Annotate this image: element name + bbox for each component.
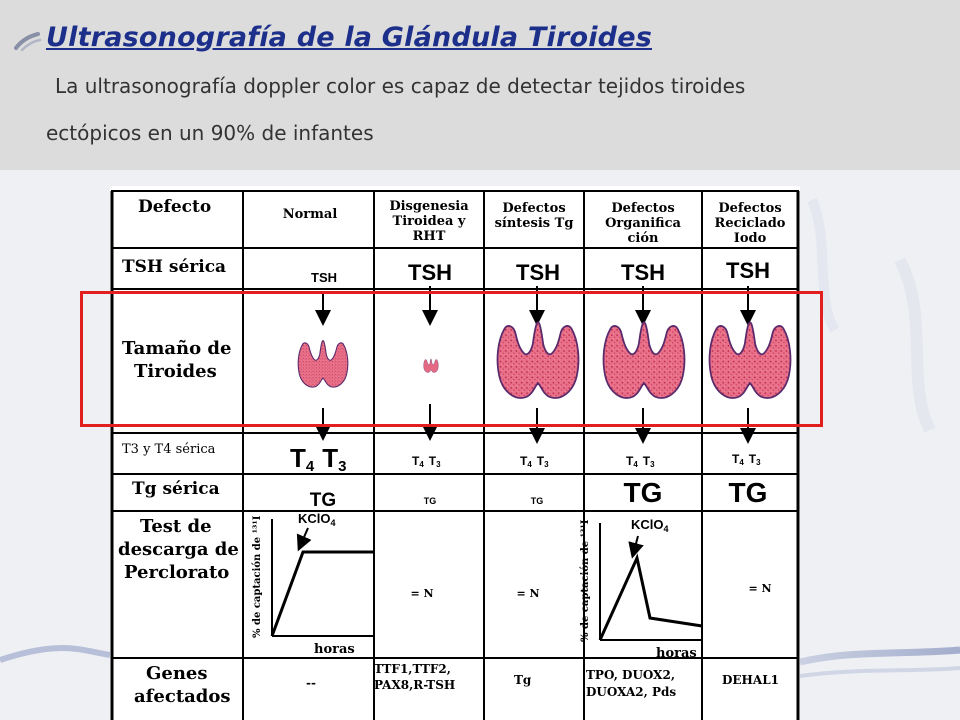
col-header-organificacion-1: Defectos: [611, 201, 675, 216]
row-header-tamano-1: Tamaño de: [122, 338, 232, 359]
col-header-reciclado-1: Defectos: [718, 201, 782, 216]
col-header-disgenesia-1: Disgenesia: [389, 199, 469, 214]
t4t3-normal: [290, 443, 346, 475]
svg-text:T4T3: T4 T3: [626, 454, 655, 469]
slide-text-line-1: La ultrasonografía doppler color es capaz de detectar tejidos tiroides: [55, 74, 746, 98]
row-header-test-3: Perclorato: [124, 562, 230, 583]
col-header-sintesis-2: síntesis Tg: [494, 216, 574, 231]
row-header-tg: Tg sérica: [132, 479, 220, 499]
col-header-organificacion-2: Organifica: [605, 216, 681, 231]
row-header-defecto: Defecto: [138, 197, 212, 217]
tg-disgenesia: TG: [423, 496, 437, 506]
kclo4-normal: KClO$_4$: [298, 511, 336, 528]
svg-text:T4T3: T4 T3: [412, 454, 441, 469]
perchlorate-reciclado: = N: [748, 582, 772, 595]
graph-xlabel-organificacion: horas: [656, 646, 697, 661]
slide-title: Ultrasonografía de la Glándula Tiroides: [46, 22, 652, 53]
row-header-tamano-2: Tiroides: [134, 361, 217, 382]
tg-organificacion: TG: [623, 477, 663, 508]
genes-organificacion-1: TPO, DUOX2,: [586, 668, 676, 682]
row-header-genes-1: Genes: [146, 663, 208, 684]
genes-organificacion-2: DUOXA2, Pds: [586, 685, 677, 699]
kclo4-organificacion: KClO$_4$: [631, 517, 669, 534]
perchlorate-graph-normal: [252, 511, 374, 657]
row-header-test-1: Test de: [140, 516, 212, 537]
bullet-swoosh-icon: [12, 30, 42, 52]
tsh-organificacion: TSH: [621, 260, 665, 285]
genes-sintesis: Tg: [514, 673, 532, 687]
perchlorate-disgenesia: = N: [410, 587, 434, 600]
perchlorate-sintesis: = N: [516, 587, 540, 600]
svg-text:T4T3: T4 T3: [732, 452, 761, 467]
col-header-disgenesia-2: Tiroidea y: [392, 214, 466, 229]
highlight-frame: [80, 291, 823, 427]
tsh-disgenesia: TSH: [408, 260, 452, 285]
genes-disgenesia-1: TTF1,TTF2,: [374, 662, 451, 676]
row-header-t3t4: T3 y T4 sérica: [122, 442, 216, 457]
col-header-disgenesia-3: RHT: [412, 229, 446, 244]
row-header-tsh: TSH sérica: [122, 257, 227, 277]
genes-normal: --: [306, 676, 316, 690]
col-header-sintesis-1: Defectos: [502, 201, 566, 216]
t4t3-organificacion: [626, 454, 655, 469]
col-header-organificacion-3: ción: [627, 231, 659, 246]
t4t3-sintesis: [520, 454, 549, 469]
slide-text-line-2: ectópicos en un 90% de infantes: [46, 121, 374, 145]
tsh-reciclado: TSH: [726, 258, 770, 283]
graph-ylabel-organificacion: % de captación de ¹³¹I: [580, 519, 591, 642]
t4t3-reciclado: [732, 452, 761, 467]
svg-text:T4T3: T4 T3: [520, 454, 549, 469]
genes-reciclado: DEHAL1: [722, 673, 779, 687]
col-header-reciclado-3: Iodo: [733, 231, 767, 246]
tg-reciclado: TG: [728, 477, 768, 508]
tg-sintesis: TG: [530, 496, 544, 506]
t4t3-disgenesia: [412, 454, 441, 469]
col-header-reciclado-2: Reciclado: [714, 216, 786, 231]
tsh-sintesis: TSH: [516, 260, 560, 285]
tsh-normal: TSH: [311, 270, 337, 285]
col-header-normal: Normal: [282, 207, 338, 222]
graph-xlabel-normal: horas: [314, 642, 355, 657]
graph-ylabel-normal: % de captación de ¹³¹I: [252, 515, 263, 638]
genes-disgenesia-2: PAX8,R-TSH: [374, 678, 456, 692]
svg-text:T4T3: T4 T3: [290, 443, 347, 475]
table-drawing: [110, 186, 800, 720]
row-header-genes-2: afectados: [134, 686, 231, 707]
perchlorate-graph-organificacion: [580, 517, 702, 661]
row-header-test-2: descarga de: [118, 539, 239, 560]
thyroid-defects-table: [110, 186, 800, 720]
tg-normal: TG: [309, 490, 337, 511]
